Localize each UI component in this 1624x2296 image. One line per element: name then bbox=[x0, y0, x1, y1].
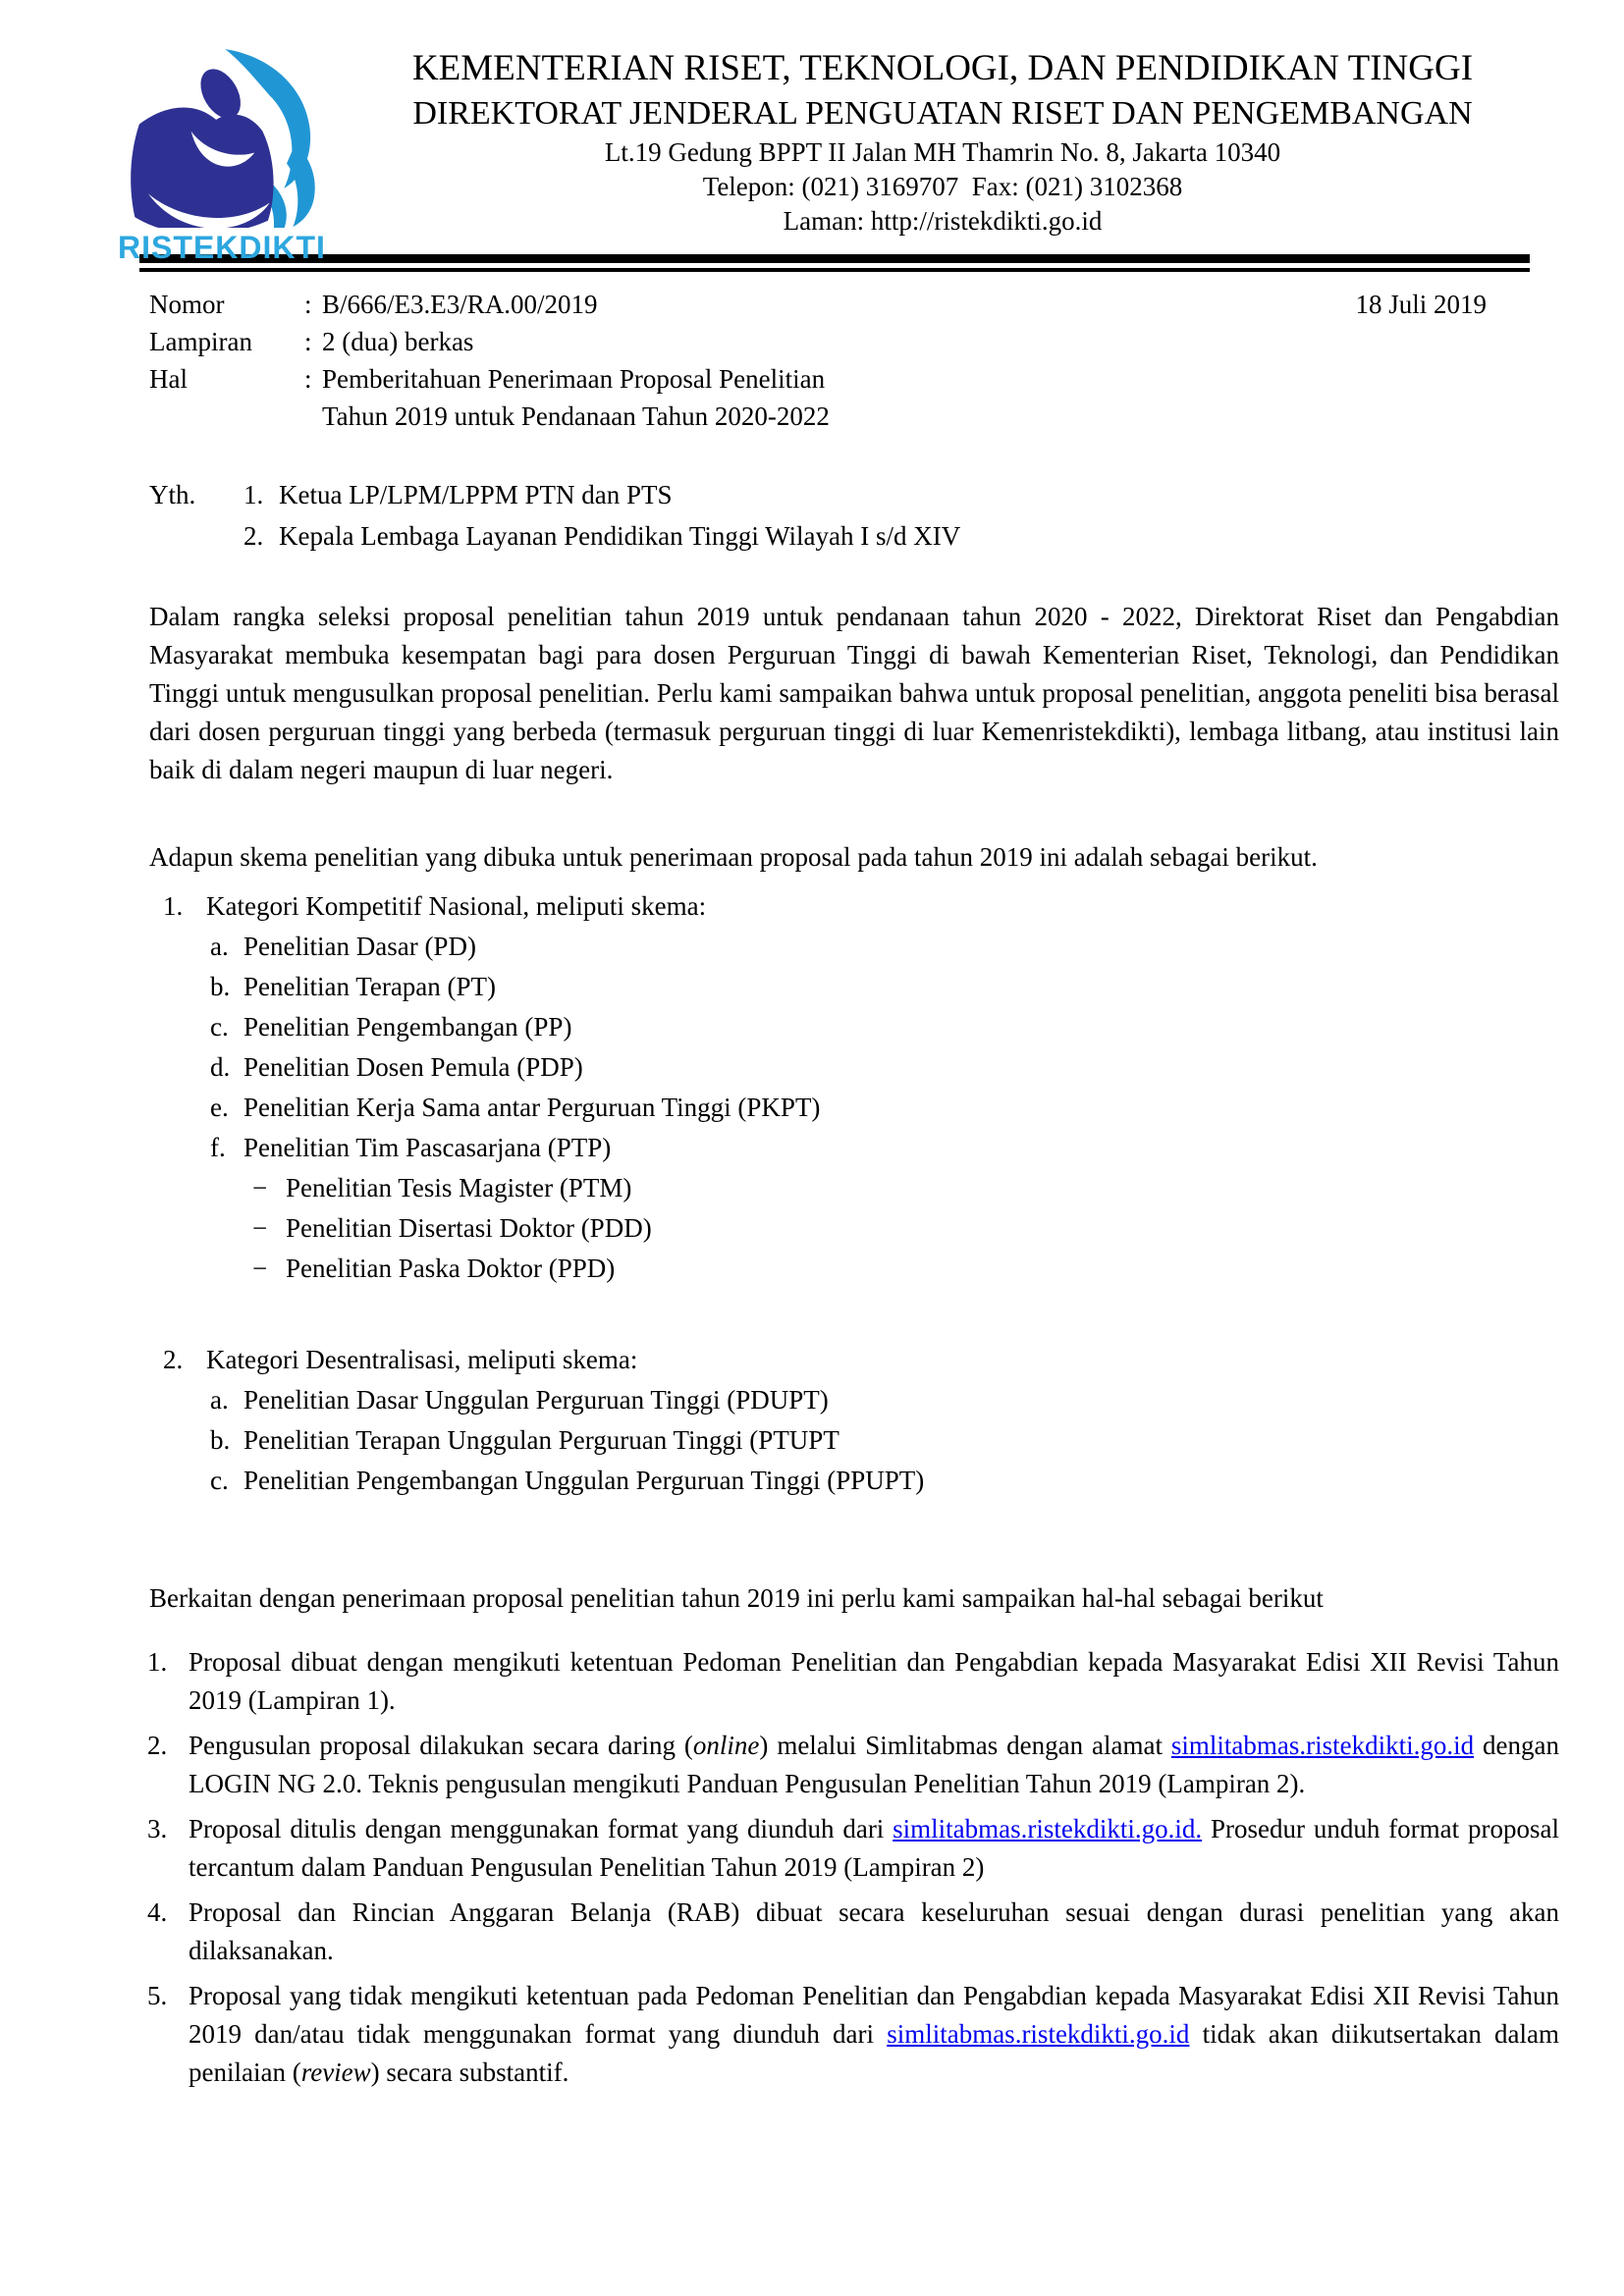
text-run: Proposal dan Rincian Anggaran Belanja (RAB) dibuat secara keseluruhan sesuai dengan durasi penelitian yang akan dilaksanakan. bbox=[189, 1897, 1559, 1965]
point-text bbox=[189, 1643, 1559, 1720]
meta-colon: : bbox=[304, 327, 312, 356]
point-number: 3. bbox=[147, 1814, 168, 1843]
scheme-item bbox=[210, 967, 1559, 1007]
subject-line: Pemberitahuan Penerimaan Proposal Penelitian bbox=[322, 364, 826, 394]
header-rule-thick bbox=[139, 254, 1530, 263]
subject-line-continuation: Tahun 2019 untuk Pendanaan Tahun 2020-2022 bbox=[322, 401, 830, 431]
scheme-item bbox=[210, 1128, 1559, 1168]
item-text: Penelitian Dasar Unggulan Perguruan Tinggi (PDUPT) bbox=[244, 1385, 829, 1415]
item-letter: b. bbox=[210, 972, 231, 1001]
website-line: Laman: http://ristekdikti.go.id bbox=[783, 206, 1103, 236]
meta-row-hal bbox=[149, 360, 1487, 398]
scheme-item bbox=[210, 1461, 1559, 1501]
item-text: Penelitian Dasar (PD) bbox=[244, 932, 476, 961]
point-item-2 bbox=[147, 1727, 1559, 1803]
point-item-3 bbox=[147, 1810, 1559, 1887]
meta-row-nomor bbox=[149, 286, 1487, 323]
dash-bullet: − bbox=[252, 1254, 268, 1283]
schemes-intro-paragraph: Adapun skema penelitian yang dibuka untuk penerimaan proposal pada tahun 2019 ini adalah sebagai berikut. bbox=[149, 842, 1318, 872]
scheme-item bbox=[210, 1420, 1559, 1461]
recipient-text: Ketua LP/LPM/LPPM PTN dan PTS bbox=[279, 480, 673, 509]
scheme-item bbox=[210, 1380, 1559, 1420]
simlitabmas-link[interactable]: simlitabmas.ristekdikti.go.id bbox=[887, 2019, 1190, 2049]
point-number: 1. bbox=[147, 1647, 168, 1677]
letter-date: 18 Juli 2019 bbox=[1355, 290, 1487, 319]
item-letter: d. bbox=[210, 1052, 231, 1082]
meta-colon-spacer bbox=[304, 398, 322, 435]
text-run: Proposal dibuat dengan mengikuti ketentuan Pedoman Penelitian dan Pengabdian kepada Masyarakat Edisi XII Revisi Tahun 2019 (Lampiran 1). bbox=[189, 1647, 1559, 1715]
point-text bbox=[189, 1977, 1559, 2092]
scheme-item bbox=[210, 1088, 1559, 1128]
scheme-title-row bbox=[163, 1340, 1559, 1380]
item-letter: c. bbox=[210, 1466, 229, 1495]
header-rule bbox=[139, 254, 1530, 272]
recipient-item bbox=[244, 474, 960, 515]
simlitabmas-link[interactable]: simlitabmas.ristekdikti.go.id bbox=[1170, 1731, 1475, 1760]
point-number: 4. bbox=[147, 1897, 168, 1927]
point-number: 5. bbox=[147, 1981, 168, 2010]
text-run: dengan LOGIN NG 2.0. Teknis pengusulan mengikuti Panduan Pengusulan Penelitian Tahun 2019 (Lampiran 2). bbox=[189, 1731, 1560, 1798]
item-text: Penelitian Terapan (PT) bbox=[244, 972, 497, 1001]
recipients-label: Yth. bbox=[149, 480, 196, 509]
letter-number: B/666/E3.E3/RA.00/2019 bbox=[322, 290, 598, 319]
text-run: ) secara substantif. bbox=[370, 2057, 569, 2087]
item-letter: a. bbox=[210, 1385, 229, 1415]
item-letter: f. bbox=[210, 1133, 226, 1162]
opening-paragraph: Dalam rangka seleksi proposal penelitian tahun 2019 untuk pendanaan tahun 2020 - 2022, Direktorat Riset dan Pengabdian Masyarakat membuka kesempatan bagi para dosen Perguruan Tinggi di bawah Kementerian Riset, Teknologi, dan Pendidikan Tinggi untuk mengusulkan proposal penelitian. Perlu kami sampaikan bahwa untuk proposal penelitian, anggota peneliti bisa berasal dari dosen perguruan tinggi yang berbeda (termasuk perguruan tinggi di luar Kemenristekdikti), lembaga litbang, atau institusi lain baik di dalam negeri maupun di luar negeri. bbox=[149, 602, 1559, 784]
recipients-list bbox=[244, 474, 960, 557]
meta-label: Lampiran bbox=[149, 327, 252, 356]
item-text: Penelitian Tim Pascasarjana (PTP) bbox=[244, 1133, 612, 1162]
recipient-text: Kepala Lembaga Layanan Pendidikan Tinggi Wilayah I s/d XIV bbox=[279, 521, 961, 551]
scheme-item bbox=[210, 1047, 1559, 1088]
directorate-name: DIREKTORAT JENDERAL PENGUATAN RISET DAN PENGEMBANGAN bbox=[412, 95, 1473, 132]
meta-colon: : bbox=[304, 290, 312, 319]
item-text: Penelitian Pengembangan Unggulan Perguruan Tinggi (PPUPT) bbox=[244, 1466, 925, 1495]
item-text: Penelitian Pengembangan (PP) bbox=[244, 1012, 572, 1041]
italic-run: review bbox=[300, 2057, 371, 2087]
text-run: Proposal ditulis dengan menggunakan format yang diunduh dari bbox=[189, 1814, 893, 1843]
letter-meta bbox=[149, 286, 1487, 435]
meta-label: Nomor bbox=[149, 290, 225, 319]
subitem-text: Penelitian Tesis Magister (PTM) bbox=[286, 1173, 632, 1202]
scheme-subitem bbox=[252, 1208, 1559, 1249]
scheme-title: Kategori Desentralisasi, meliputi skema: bbox=[206, 1345, 638, 1374]
text-run: Proposal yang tidak mengikuti ketentuan pada Pedoman Penelitian dan Pengabdian kepada Masyarakat Edisi XII Revisi Tahun 2019 dan/atau tidak menggunakan format yang diunduh dari bbox=[189, 1981, 1559, 2049]
text-run: Pengusulan proposal dilakukan secara daring ( bbox=[189, 1731, 693, 1760]
scheme-subitem bbox=[252, 1168, 1559, 1208]
ristekdikti-logo-icon bbox=[112, 49, 333, 228]
header-rule-thin bbox=[139, 268, 1530, 272]
dash-bullet: − bbox=[252, 1213, 268, 1243]
closing-intro-paragraph: Berkaitan dengan penerimaan proposal penelitian tahun 2019 ini perlu kami sampaikan hal-hal sebagai berikut bbox=[149, 1583, 1324, 1613]
point-text bbox=[189, 1894, 1559, 1970]
points-list bbox=[147, 1643, 1559, 2092]
scheme-number: 1. bbox=[163, 891, 184, 921]
ministry-name: KEMENTERIAN RISET, TEKNOLOGI, DAN PENDIDIKAN TINGGI bbox=[411, 48, 1474, 88]
scheme-subitem bbox=[252, 1249, 1559, 1289]
text-run: tidak akan diikutsertakan dalam penilaian ( bbox=[189, 2019, 1560, 2087]
point-text bbox=[189, 1727, 1559, 1803]
point-number: 2. bbox=[147, 1731, 168, 1760]
item-text: Penelitian Terapan Unggulan Perguruan Tinggi (PTUPT bbox=[244, 1425, 839, 1455]
attachment-count: 2 (dua) berkas bbox=[322, 327, 474, 356]
item-letter: e. bbox=[210, 1093, 229, 1122]
phone-fax-line: Telepon: (021) 3169707 Fax: (021) 3102368 bbox=[702, 172, 1183, 201]
item-letter: c. bbox=[210, 1012, 229, 1041]
letterhead-text bbox=[334, 45, 1551, 239]
meta-row-hal-continuation bbox=[149, 398, 1487, 435]
point-item-4 bbox=[147, 1894, 1559, 1970]
scheme-title-row bbox=[163, 886, 1559, 927]
recipient-number: 1. bbox=[244, 480, 264, 509]
subitem-text: Penelitian Paska Doktor (PPD) bbox=[286, 1254, 616, 1283]
point-item-5 bbox=[147, 1977, 1559, 2092]
meta-label: Hal bbox=[149, 364, 188, 394]
recipient-number: 2. bbox=[244, 521, 264, 551]
italic-run: online bbox=[692, 1731, 760, 1760]
address-line: Lt.19 Gedung BPPT II Jalan MH Thamrin No. 8, Jakarta 10340 bbox=[604, 137, 1281, 167]
point-text bbox=[189, 1810, 1559, 1887]
ristekdikti-logo bbox=[108, 49, 336, 266]
simlitabmas-link[interactable]: simlitabmas.ristekdikti.go.id. bbox=[893, 1814, 1203, 1843]
item-text: Penelitian Kerja Sama antar Perguruan Tinggi (PKPT) bbox=[244, 1093, 821, 1122]
scheme-item bbox=[210, 1007, 1559, 1047]
recipient-item bbox=[244, 515, 960, 557]
item-text: Penelitian Dosen Pemula (PDP) bbox=[244, 1052, 583, 1082]
meta-row-lampiran bbox=[149, 323, 1487, 360]
text-run: ) melalui Simlitabmas dengan alamat bbox=[759, 1731, 1171, 1760]
subitem-text: Penelitian Disertasi Doktor (PDD) bbox=[286, 1213, 652, 1243]
dash-bullet: − bbox=[252, 1173, 268, 1202]
scheme-category-2 bbox=[163, 1340, 1559, 1501]
letterhead bbox=[0, 0, 1624, 265]
text-run: Prosedur unduh format proposal tercantum dalam Panduan Pengusulan Penelitian Tahun 2019 (Lampiran 2) bbox=[189, 1814, 1559, 1882]
scheme-number: 2. bbox=[163, 1345, 184, 1374]
scheme-title: Kategori Kompetitif Nasional, meliputi skema: bbox=[206, 891, 707, 921]
meta-colon: : bbox=[304, 364, 312, 394]
scheme-category-1 bbox=[163, 886, 1559, 1289]
point-item-1 bbox=[147, 1643, 1559, 1720]
logo-wordmark: RISTEKDIKTI bbox=[118, 230, 326, 265]
item-letter: b. bbox=[210, 1425, 231, 1455]
meta-label-spacer bbox=[149, 398, 304, 435]
scheme-item bbox=[210, 927, 1559, 967]
recipients-block bbox=[149, 474, 1559, 557]
item-letter: a. bbox=[210, 932, 229, 961]
